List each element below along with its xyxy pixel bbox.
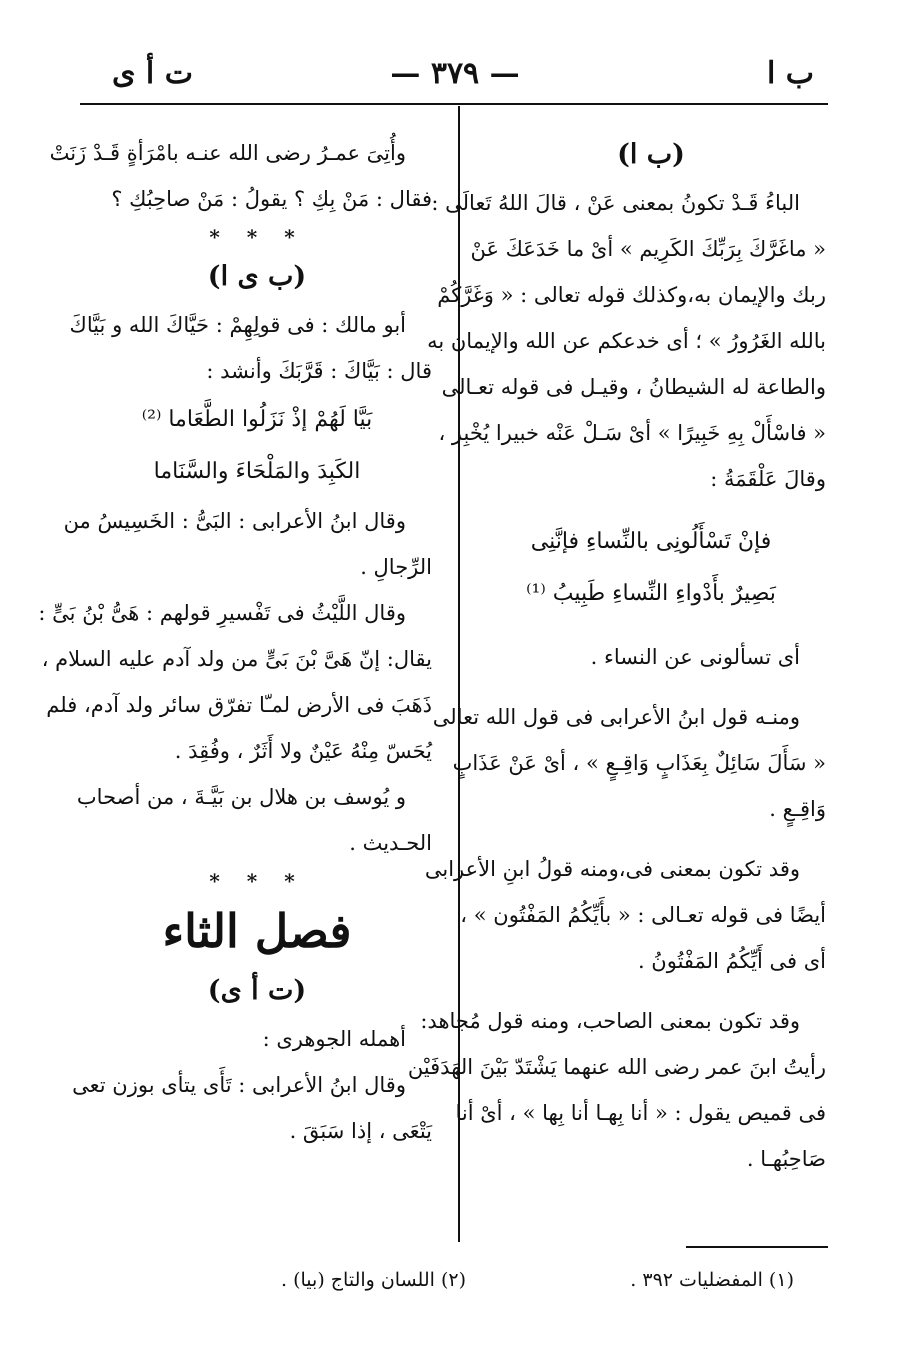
entry-title-bya: (ب ى ا)	[207, 261, 307, 292]
text-line: والطاعة له الشيطانُ ، وقيـل فى قوله تعـالى	[441, 375, 826, 399]
text-line: ومنـه قول ابنُ الأعرابى فى قول الله تعالى	[432, 705, 800, 729]
left-column	[38, 130, 432, 1154]
text-line: أهمله الجوهرى :	[262, 1027, 406, 1051]
text-line: أى فى أَيِّكُمُ المَفْتُونُ .	[637, 949, 826, 973]
text-line: يقال: إنّ هَىَّ بْنَ بَىٍّ من ولد آدم عليه السلام ،	[41, 647, 432, 671]
text-line: وقد تكون بمعنى فى،ومنه قولُ ابنِ الأعرابى	[424, 857, 800, 881]
text-line: وقال ابنُ الأعرابى : تَأَى يتأى بوزن تعى	[72, 1073, 406, 1097]
text-line: وقد تكون بمعنى الصاحب، ومنه قول مُجاهد:	[420, 1009, 800, 1033]
header-root-left: ت أ ى	[112, 56, 193, 91]
entry-title-tay: (ت أ ى)	[207, 975, 307, 1006]
footnote-rule	[686, 1246, 828, 1248]
text-line: قال : بَيَّاكَ : قَرَّبَكَ وأنشد :	[206, 359, 432, 383]
right-column	[407, 130, 826, 1182]
page-number: — ٣٧٩ —	[390, 56, 520, 91]
entry-title-ba: (ب ا)	[617, 139, 685, 170]
text-line: ربك والإيمان به،وكذلك قوله تعالى : « وَغَرَّكُمْ	[437, 283, 826, 307]
text-line: أبو مالك : فى قولِهِمْ : حَيَّاكَ الله و بَيَّاكَ	[69, 313, 406, 337]
text-line: « فاسْأَلْ بِهِ خَبِيرًا » أىْ سَـلْ عَنْه خبيرا يُخْبِر ،	[438, 421, 826, 445]
section-separator: * * *	[209, 869, 305, 893]
text-line: يُحَسّ مِنْهُ عَيْنٌ ولا أَثَرٌ ، وفُقِدَ .	[174, 739, 432, 763]
section-separator: * * *	[209, 225, 305, 249]
text-line: « سَأَلَ سَائِلٌ بِعَذَابٍ وَاقِـعٍ » ، أىْ عَنْ عَذَابٍ	[452, 751, 826, 775]
poem-line: الكَبِدَ والمَلْحَاءَ والسَّنَاما	[153, 459, 361, 484]
footnote-2: (٢) اللسان والتاج (بيا) .	[281, 1269, 466, 1291]
text-line: وقال اللَّيْثُ فى تَفْسيرِ قولهم : هَىُّ بْنُ بَىٍّ :	[38, 601, 406, 625]
text-line: صَاحِبُهـا .	[746, 1147, 826, 1171]
text-line: فقال : مَنْ بِكِ ؟ يقولُ : مَنْ صاحِبُكِ ؟	[111, 187, 432, 211]
text-line: « ماغَرَّكَ بِرَبِّكَ الكَرِيم » أىْ ما خَدَعَكَ عَنْ	[470, 237, 826, 261]
text-line: و يُوسف بن هلال بن بَيَّـةَ ، من أصحاب	[76, 785, 406, 809]
text-line: وقال ابنُ الأعرابى : البَىُّ : الخَسِيسُ من	[63, 509, 406, 533]
text-line: أيضًا فى قوله تعـالى : « بأَيِّكُمُ المَفْتُون » ،	[460, 903, 826, 927]
text-line: وَاقِـعٍ .	[769, 797, 826, 821]
text-line: ذَهَبَ فى الأرض لمـّا تفرّق سائر ولد آدم، فلم	[46, 693, 432, 717]
poem-line: بَصِيرٌ بأَدْواءِ النِّساءِ طَبِيبُ ⁽¹⁾	[526, 581, 776, 606]
poem-line: بَيَّا لَهُمْ إذْ نَزَلُوا الطَّعَاما ⁽²⁾	[141, 407, 373, 432]
chapter-heading: فصل الثاء	[162, 904, 352, 958]
text-line: بالله الغَرُورُ » ؛ أى خدعكم عن الله والإيمان به	[427, 329, 826, 353]
text-line: يَتْعَى ، إذا سَبَقَ .	[289, 1119, 432, 1143]
footnote-1: (١) المفضليات ٣٩٢ .	[630, 1269, 794, 1291]
text-line: وقالَ عَلْقَمَةُ :	[710, 467, 826, 491]
text-line: الباءُ قَـدْ تكونُ بمعنى عَنْ ، قالَ اللهُ تَعالَى :	[431, 191, 800, 215]
text-line: فى قميص يقول : « أنا بِهـا أنا بِها » ، أىْ أنا	[455, 1101, 826, 1125]
header-root-right: ب ا	[766, 56, 814, 91]
header-rule	[80, 103, 828, 105]
poem-line: فإنْ تَسْأَلُونِى بالنِّساءِ فإنَّنِى	[530, 529, 772, 554]
text-line: الرِّجالِ .	[360, 555, 432, 579]
text-line: أى تسألونى عن النساء .	[590, 645, 800, 669]
text-line: وأُتِىَ عمـرُ رضى الله عنـه بامْرَأةٍ قَـدْ زَنَتْ	[49, 141, 406, 165]
text-line: رأيتُ ابنَ عمر رضى الله عنهما يَشْتَدّ بَيْنَ الهَدَفَيْن	[407, 1055, 826, 1079]
text-line: الحـديث .	[349, 831, 432, 855]
